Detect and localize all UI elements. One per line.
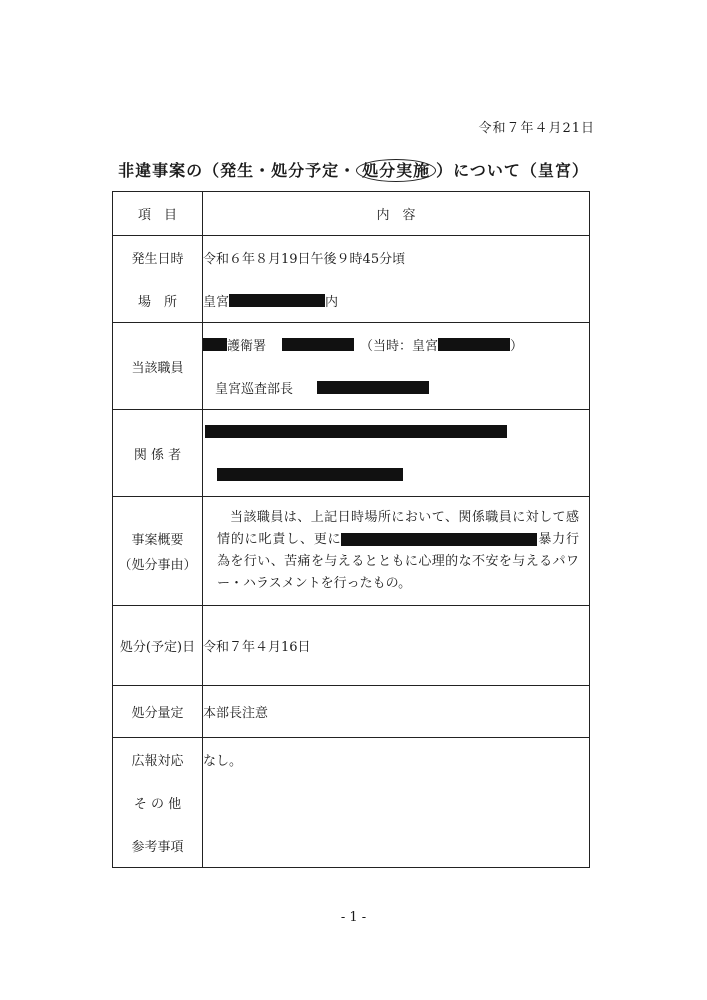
pr-value: なし。 xyxy=(203,754,243,769)
title-circled-option: 処分実施 xyxy=(356,159,436,182)
staff-content-cell xyxy=(203,323,590,410)
disposition-date-value: 令和７年４月16日 xyxy=(203,606,590,686)
occurrence-row xyxy=(113,236,590,323)
staff-paren-close: ） xyxy=(510,339,524,354)
summary-sublabel: （処分事由） xyxy=(118,558,197,573)
place-suffix: 内 xyxy=(325,295,339,310)
redaction-block xyxy=(217,468,403,481)
occurrence-value: 令和６年８月19日午後９時45分頃 xyxy=(203,252,406,267)
occurrence-label-cell xyxy=(113,236,203,323)
place-prefix: 皇宮 xyxy=(203,295,230,310)
redaction-block xyxy=(203,338,227,351)
summary-text xyxy=(203,497,589,605)
reference-label: 参考事項 xyxy=(131,840,184,855)
staff-former-post: （当時：皇宮 xyxy=(360,339,439,354)
summary-content-cell xyxy=(203,497,590,606)
redaction-block xyxy=(282,338,354,351)
other-label: そ の 他 xyxy=(133,797,182,812)
place-value xyxy=(203,279,589,322)
occurrence-label: 発生日時 xyxy=(131,252,184,267)
title-prefix: 非違事案の（発生・処分予定・ xyxy=(118,161,357,180)
related-persons-row xyxy=(113,410,590,497)
incident-table xyxy=(112,191,590,868)
staff-line-1 xyxy=(203,323,589,366)
document-title xyxy=(0,158,707,181)
document-date: 令和７年４月21日 xyxy=(478,121,595,136)
disposition-date-row xyxy=(113,606,590,686)
related-label: 関 係 者 xyxy=(113,410,203,497)
table-header-row xyxy=(113,192,590,236)
disposition-label: 処分量定 xyxy=(113,686,203,738)
summary-label: 事案概要 xyxy=(131,533,184,548)
redaction-block xyxy=(229,294,325,307)
related-content-cell xyxy=(203,410,590,497)
header-content-cell: 内 容 xyxy=(203,192,590,236)
staff-line-2 xyxy=(203,366,589,409)
staff-post: 護衛署 xyxy=(227,339,267,354)
summary-label-cell xyxy=(113,497,203,606)
header-item-cell: 項 目 xyxy=(113,192,203,236)
pr-label: 広報対応 xyxy=(131,754,184,769)
title-suffix: ）について（皇宮） xyxy=(436,161,589,180)
pr-other-row xyxy=(113,738,590,868)
pr-label-cell xyxy=(113,738,203,868)
redaction-block xyxy=(317,381,429,394)
summary-part-1: 当該職員は、上記日時場所において、関係職員に対して感情的に叱責し、更に xyxy=(217,510,579,547)
disposition-value: 本部長注意 xyxy=(203,686,590,738)
summary-part-2: 暴力行為を行い、苦痛を与えるとともに心理的な不安を与えるパワー・ハラスメントを行ったもの。 xyxy=(217,532,579,591)
staff-row xyxy=(113,323,590,410)
disposition-row xyxy=(113,686,590,738)
page-number: - 1 - xyxy=(340,910,367,925)
redaction-block xyxy=(205,425,507,438)
occurrence-content-cell xyxy=(203,236,590,323)
pr-content-cell xyxy=(203,738,590,868)
staff-rank: 皇宮巡査部長 xyxy=(215,382,294,397)
staff-label: 当該職員 xyxy=(113,323,203,410)
redaction-block xyxy=(341,533,537,546)
disposition-date-label: 処分(予定)日 xyxy=(113,606,203,686)
redaction-block xyxy=(438,338,510,351)
place-label: 場 所 xyxy=(137,295,177,310)
summary-row xyxy=(113,497,590,606)
